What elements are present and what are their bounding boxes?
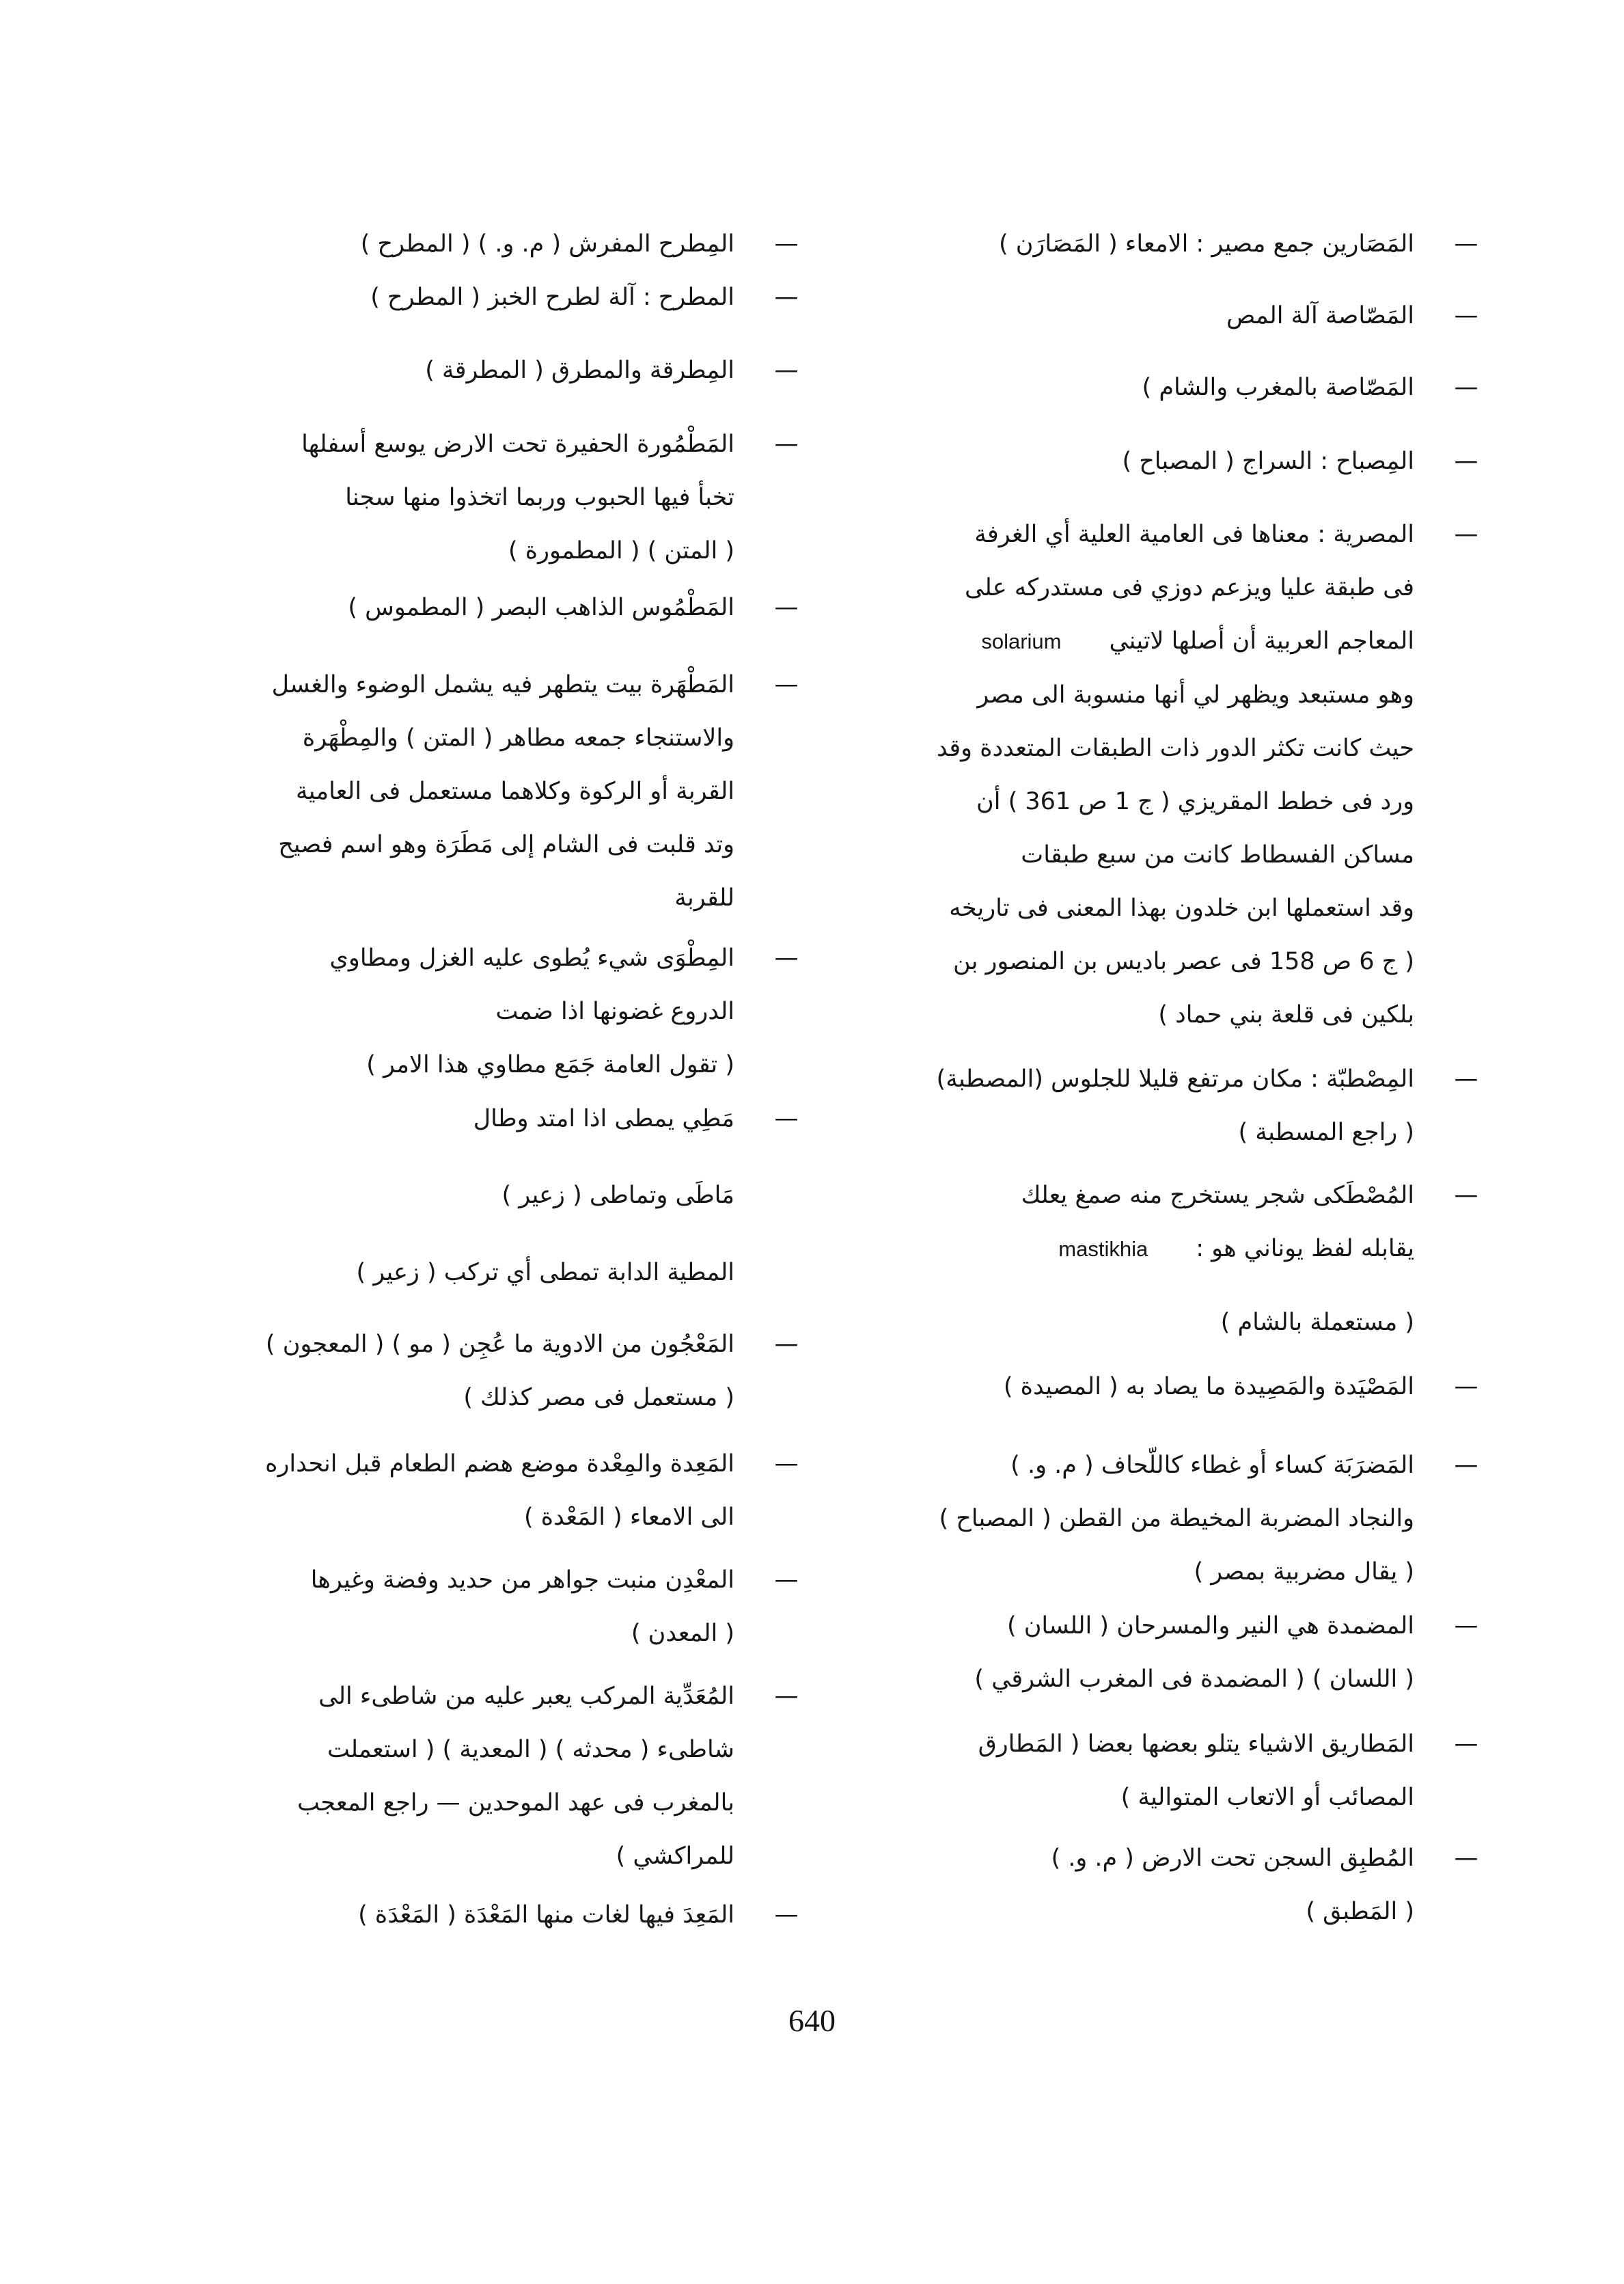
entry-line: المَصْيَدة والمَصِيدة ما يصاد به ( المصيدة ) bbox=[1003, 1373, 1414, 1400]
entry-line: المِصباح : السراج ( المصباح ) bbox=[1122, 448, 1414, 475]
dictionary-entry bbox=[999, 217, 1483, 271]
entry-line: المَصّاصة آلة المص bbox=[1226, 302, 1414, 329]
entry-dash bbox=[1450, 361, 1483, 414]
entry-line: حيث كانت تكثر الدور ذات الطبقات المتعددة وقد bbox=[937, 735, 1414, 762]
entry-dash bbox=[770, 658, 803, 711]
entry-dash bbox=[1450, 1052, 1483, 1106]
entry-line: المصائب أو الاتعاب المتوالية ) bbox=[1120, 1784, 1414, 1811]
entry-dash bbox=[1450, 1439, 1483, 1492]
entry-line: وقد استعملها ابن خلدون بهذا المعنى فى تاريخه bbox=[949, 895, 1414, 922]
entry-line: شاطىء ( محدثه ) ( المعدية ) ( استعملت bbox=[327, 1736, 734, 1763]
entry-line: المُطبِق السجن تحت الارض ( م. و. ) bbox=[1051, 1845, 1414, 1872]
dictionary-entry bbox=[297, 1670, 803, 1883]
entry-dash bbox=[770, 1092, 803, 1145]
entry-dash bbox=[1450, 508, 1483, 561]
dictionary-entry bbox=[348, 581, 803, 634]
entry-line: فى طبقة عليا ويزعم دوزي فى مستدركه على bbox=[964, 574, 1414, 601]
entry-line: المَطْهَرة بيت يتطهر فيه يشمل الوضوء والغسل bbox=[271, 671, 734, 698]
entry-line: الى الامعاء ( المَعْدة ) bbox=[523, 1504, 734, 1531]
dictionary-entry bbox=[974, 1599, 1483, 1706]
dictionary-entry bbox=[1221, 1296, 1483, 1349]
entry-line: مَطِي يمطى اذا امتد وطال bbox=[473, 1105, 734, 1132]
entry-line: وهو مستبعد ويظهر لي أنها منسوبة الى مصر bbox=[977, 681, 1414, 709]
entry-line: ( تقول العامة جَمَع مطاوي هذا الامر ) bbox=[366, 1051, 734, 1078]
entry-dash bbox=[770, 217, 803, 271]
dictionary-entry bbox=[1142, 361, 1483, 414]
entry-dash bbox=[770, 1670, 803, 1723]
entry-line: ( المَطبق ) bbox=[1306, 1898, 1414, 1925]
entry-dash bbox=[770, 344, 803, 397]
dictionary-entry bbox=[1051, 1832, 1483, 1938]
entry-line: والنجاد المضربة المخيطة من القطن ( المصباح ) bbox=[939, 1505, 1414, 1532]
dictionary-entry bbox=[301, 418, 803, 577]
entry-line: المعْدِن منبت جواهر من حديد وفضة وغيرها bbox=[310, 1566, 734, 1594]
entry-line: مَاطَى وتماطى ( زعير ) bbox=[501, 1182, 734, 1209]
entry-dash bbox=[1450, 1832, 1483, 1885]
entry-line: ( يقال مضربية بمصر ) bbox=[1194, 1558, 1414, 1586]
entry-dash bbox=[770, 1318, 803, 1371]
entry-line: المِطرقة والمطرق ( المطرقة ) bbox=[425, 357, 734, 384]
entry-line: ( ج 6 ص 158 فى عصر باديس بن المنصور بن bbox=[952, 948, 1414, 975]
latin-term: solarium bbox=[981, 629, 1062, 653]
entry-line: بالمغرب فى عهد الموحدين — راجع المعجب bbox=[297, 1789, 734, 1817]
entry-line: ( اللسان ) ( المضمدة فى المغرب الشرقي ) bbox=[974, 1666, 1414, 1693]
entry-line: ( راجع المسطبة ) bbox=[1238, 1119, 1414, 1146]
entry-line: المطرح : آلة لطرح الخبز ( المطرح ) bbox=[370, 284, 734, 311]
entry-dash bbox=[1450, 217, 1483, 271]
entry-dash bbox=[1450, 1360, 1483, 1413]
entry-line: مساكن الفسطاط كانت من سبع طبقات bbox=[1021, 841, 1414, 869]
dictionary-entry bbox=[937, 508, 1483, 1042]
entry-dash bbox=[770, 581, 803, 634]
dictionary-entry bbox=[361, 217, 803, 271]
entry-dash bbox=[1450, 1169, 1483, 1222]
dictionary-entry bbox=[265, 1437, 803, 1544]
dictionary-entry bbox=[1004, 1360, 1483, 1413]
entry-line: المُصْطَكى شجر يستخرج منه صمغ يعلك bbox=[1021, 1182, 1414, 1209]
entry-line: وتد قلبت فى الشام إلى مَطَرَة وهو اسم فصيح bbox=[278, 831, 734, 858]
dictionary-entry bbox=[266, 1318, 803, 1424]
entry-line: تخبأ فيها الحبوب وربما اتخذوا منها سجنا bbox=[345, 484, 734, 511]
entry-dash bbox=[770, 1437, 803, 1491]
entry-line: للقربة bbox=[674, 884, 734, 912]
entry-dash bbox=[770, 1553, 803, 1607]
entry-line: الدروع غضونها اذا ضمت bbox=[495, 998, 734, 1025]
entry-line: المُعَدِّية المركب يعبر عليه من شاطىء الى bbox=[318, 1683, 734, 1710]
entry-line: المَصّاصة بالمغرب والشام ) bbox=[1142, 374, 1414, 401]
entry-line: المَطاريق الاشياء يتلو بعضها بعضا ( المَطارق bbox=[978, 1730, 1414, 1758]
entry-line: المضمدة هي النير والمسرحان ( اللسان ) bbox=[1006, 1612, 1414, 1640]
entry-line: المطية الدابة تمطى أي تركب ( زعير ) bbox=[356, 1259, 734, 1286]
dictionary-entry bbox=[330, 932, 803, 1091]
entry-line: المعاجم العربية أن أصلها لاتينيsolarium bbox=[981, 627, 1414, 655]
entry-line: ( مستعملة بالشام ) bbox=[1220, 1309, 1414, 1336]
entry-line: المصرية : معناها فى العامية العلية أي الغرفة bbox=[974, 521, 1414, 548]
dictionary-entry bbox=[311, 1553, 803, 1660]
dictionary-entry bbox=[978, 1717, 1483, 1824]
entry-line: المَعِدَ فيها لغات منها المَعْدَة ( المَعْدَة ) bbox=[358, 1901, 734, 1929]
dictionary-entry bbox=[1122, 435, 1483, 488]
entry-line: بلكين فى قلعة بني حماد ) bbox=[1158, 1001, 1414, 1029]
entry-dash bbox=[1450, 435, 1483, 488]
entry-dash bbox=[770, 932, 803, 985]
entry-line: المَعِدة والمِعْدة موضع هضم الطعام قبل انحداره bbox=[265, 1450, 734, 1478]
entry-dash bbox=[770, 1888, 803, 1942]
dictionary-entry bbox=[425, 344, 803, 397]
dictionary-entry bbox=[356, 1246, 803, 1299]
entry-line: يقابله لفظ يوناني هو :mastikhia bbox=[1058, 1235, 1414, 1262]
entry-dash bbox=[1450, 1717, 1483, 1771]
dictionary-entry bbox=[370, 271, 803, 324]
dictionary-entry bbox=[1021, 1169, 1483, 1276]
entry-line: المِطْوَى شيء يُطوى عليه الغزل ومطاوي bbox=[329, 944, 734, 972]
entry-dash bbox=[1450, 1599, 1483, 1653]
entry-line: ( مستعمل فى مصر كذلك ) bbox=[463, 1384, 734, 1411]
entry-line: المِصْطبّة : مكان مرتفع قليلا للجلوس (المصطبة) bbox=[936, 1065, 1414, 1093]
dictionary-entry bbox=[1226, 289, 1483, 342]
entry-line: المَطْمُورة الحفيرة تحت الارض يوسع أسفلها bbox=[301, 431, 734, 458]
entry-line: ( المتن ) ( المطمورة ) bbox=[508, 537, 734, 565]
entry-dash bbox=[1450, 289, 1483, 342]
entry-line: القربة أو الركوة وكلاهما مستعمل فى العامية bbox=[296, 778, 734, 805]
entry-line: ( المعدن ) bbox=[631, 1620, 734, 1647]
dictionary-entry bbox=[473, 1092, 803, 1145]
entry-line: والاستنجاء جمعه مطاهر ( المتن ) والمِطْهَرة bbox=[302, 724, 734, 752]
dictionary-entry bbox=[937, 1052, 1483, 1159]
dictionary-entry bbox=[358, 1888, 803, 1942]
entry-line: للمراكشي ) bbox=[616, 1843, 734, 1870]
entry-dash bbox=[770, 271, 803, 324]
entry-line: المَطْمُوس الذاهب البصر ( المطموس ) bbox=[348, 594, 734, 621]
dictionary-entry bbox=[939, 1439, 1483, 1599]
latin-term: mastikhia bbox=[1058, 1237, 1148, 1261]
entry-line: ورد فى خطط المقريزي ( ج 1 ص 361 ) أن bbox=[976, 788, 1414, 815]
entry-line: المَضرَبَة كساء أو غطاء كاللّحاف ( م. و. ) bbox=[1010, 1452, 1414, 1479]
entry-dash bbox=[770, 418, 803, 471]
dictionary-entry bbox=[272, 658, 803, 925]
dictionary-entry bbox=[502, 1169, 803, 1222]
entry-line: المَعْجُون من الادوية ما عُجِن ( مو ) ( المعجون ) bbox=[265, 1331, 734, 1358]
page-number: 640 bbox=[788, 2003, 836, 2038]
entry-line: المَصَارين جمع مصير : الامعاء ( المَصَارَن ) bbox=[998, 230, 1414, 258]
entry-line: المِطرح المفرش ( م. و. ) ( المطرح ) bbox=[360, 230, 734, 258]
